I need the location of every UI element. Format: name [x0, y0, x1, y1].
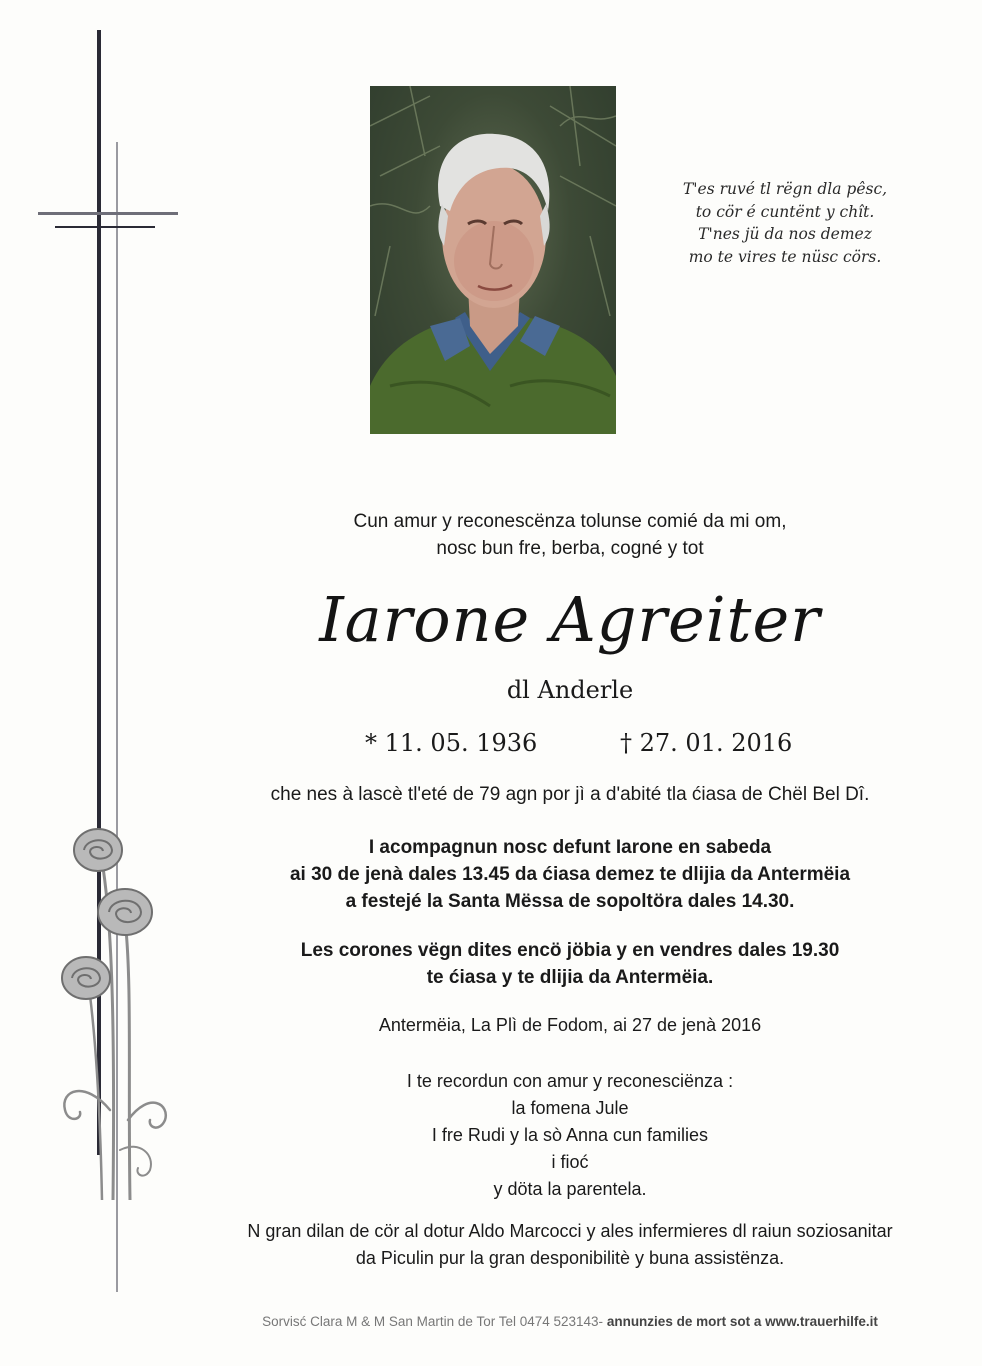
intro-text [200, 508, 940, 562]
age-line: che nes à lascè tl'eté de 79 agn por jì a d'abité tla ćiasa de Chël Bel Dî. [270, 784, 870, 805]
poem-line: mo te vires te nüsc cörs. [688, 247, 882, 266]
cross-horizontal-bar [38, 212, 178, 215]
deceased-nickname: dl Anderle [506, 676, 634, 704]
poem [640, 178, 930, 268]
funeral-info [200, 834, 940, 915]
wreath-info [200, 937, 940, 991]
death-date: † 27. 01. 2016 [620, 729, 793, 757]
mourners-list [200, 1068, 940, 1203]
poem-line: to cör é cuntënt y chît. [695, 202, 875, 221]
poem-line: T'nes jü da nos demez [698, 225, 872, 243]
mourners-line: I te recordun con amur y reconesciënza : [406, 1071, 734, 1091]
thanks-line: N gran dilan de cör al dotur Aldo Marcocci y ales infermieres dl raiun soziosanitar [247, 1221, 893, 1241]
roses-ornament [40, 820, 180, 1200]
footer [200, 1314, 940, 1329]
mourners-line: la fomena Jule [511, 1098, 629, 1118]
deceased-name: Iarone Agreiter [319, 583, 821, 656]
funeral-line: I acompagnun nosc defunt Iarone en sabeda [368, 837, 772, 858]
birth-date: * 11. 05. 1936 [365, 729, 538, 757]
funeral-line: ai 30 de jenà dales 13.45 da ćiasa demez te dlijia da Antermëia [289, 864, 851, 885]
poem-line: T'es ruvé tl rëgn dla pêsc, [682, 180, 888, 198]
portrait-photo [370, 86, 616, 434]
thanks-line: da Piculin pur la gran desponibilitè y buna assistënza. [355, 1248, 785, 1268]
funeral-line: a festejé la Santa Mëssa de sopoltöra dales 14.30. [345, 891, 795, 912]
footer-website: annunzies de mort sot a www.trauerhilfe.it [606, 1314, 878, 1329]
mourners-line: y döta la parentela. [493, 1179, 647, 1199]
wreath-line: Les corones vëgn dites encö jöbia y en vendres dales 19.30 [300, 940, 840, 961]
mourners-line: I fre Rudi y la sò Anna cun families [431, 1125, 709, 1145]
intro-line: nosc bun fre, berba, cogné y tot [436, 538, 704, 559]
intro-line: Cun amur y reconescënza tolunse comié da mi om, [353, 511, 787, 532]
wreath-line: te ćiasa y te dlijia da Antermëia. [426, 967, 714, 988]
place-date: Antermëia, La Plì de Fodom, ai 27 de jenà 2016 [378, 1015, 762, 1035]
mourners-line: i fioć [551, 1152, 589, 1172]
footer-text: Sorvisć Clara M & M San Martin de Tor Tel 0474 523143- [262, 1314, 604, 1329]
thanks-note [200, 1218, 940, 1272]
cross-horizontal-bar-shadow [55, 226, 155, 228]
